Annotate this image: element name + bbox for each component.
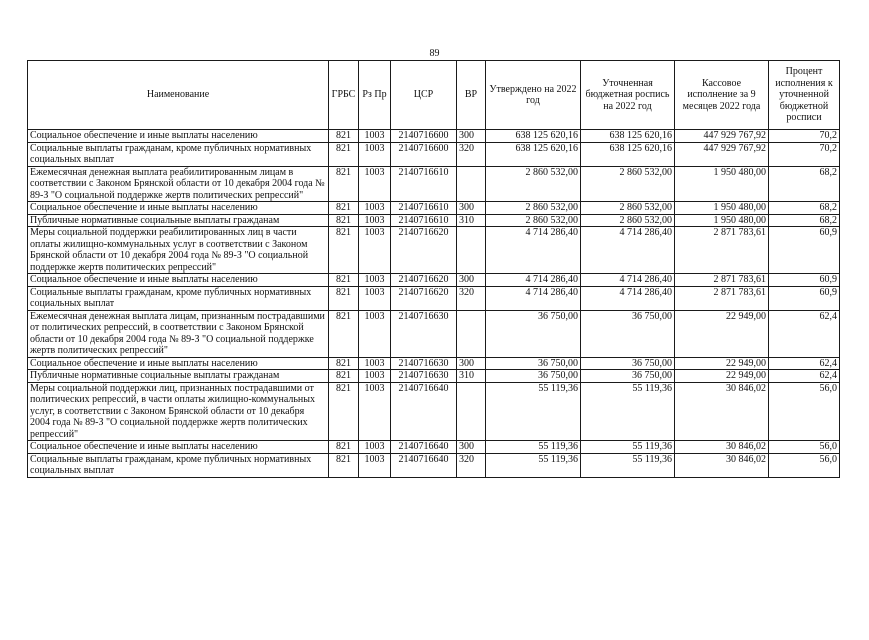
row-vr [457, 166, 486, 202]
row-grbs: 821 [329, 274, 359, 287]
row-execution-percent: 68,2 [769, 214, 840, 227]
row-grbs: 821 [329, 214, 359, 227]
table-row [28, 130, 840, 143]
row-execution-percent: 70,2 [769, 130, 840, 143]
row-csr: 2140716610 [391, 202, 457, 215]
row-csr: 2140716630 [391, 370, 457, 383]
row-csr: 2140716620 [391, 227, 457, 274]
row-vr [457, 382, 486, 441]
row-csr: 2140716600 [391, 142, 457, 166]
row-csr: 2140716600 [391, 130, 457, 143]
row-approved: 2 860 532,00 [486, 214, 581, 227]
row-approved: 55 119,36 [486, 382, 581, 441]
header-refined-budget: Уточненная бюджетная роспись на 2022 год [581, 61, 675, 130]
row-vr: 320 [457, 286, 486, 310]
table-row [28, 441, 840, 454]
budget-execution-table [27, 60, 840, 478]
table-row [28, 214, 840, 227]
row-grbs: 821 [329, 202, 359, 215]
row-refined-budget: 55 119,36 [581, 453, 675, 477]
table-row [28, 453, 840, 477]
row-name: Ежемесячная денежная выплата реабилитированным лицам в соответствии с Законом Брянской области от 10 декабря 2004 года № 89-З "О социальной поддержке жертв политических репрессий" [28, 166, 329, 202]
row-grbs: 821 [329, 382, 359, 441]
row-csr: 2140716640 [391, 453, 457, 477]
row-grbs: 821 [329, 370, 359, 383]
row-cash-execution: 22 949,00 [675, 310, 769, 357]
row-execution-percent: 68,2 [769, 202, 840, 215]
row-name: Меры социальной поддержки реабилитированных лиц в части оплаты жилищно-коммунальных услуг в соответствии с Законом Брянской области от 10 декабря 2004 года № 89-З "О социальной поддержке жертв политических репрессий" [28, 227, 329, 274]
row-cash-execution: 2 871 783,61 [675, 227, 769, 274]
row-execution-percent: 56,0 [769, 453, 840, 477]
row-rz-pr: 1003 [359, 310, 391, 357]
row-refined-budget: 36 750,00 [581, 310, 675, 357]
row-refined-budget: 2 860 532,00 [581, 202, 675, 215]
row-csr: 2140716630 [391, 357, 457, 370]
row-rz-pr: 1003 [359, 382, 391, 441]
row-vr: 320 [457, 142, 486, 166]
row-cash-execution: 2 871 783,61 [675, 286, 769, 310]
row-grbs: 821 [329, 453, 359, 477]
header-cash-execution: Кассовое исполнение за 9 месяцев 2022 года [675, 61, 769, 130]
row-name: Социальное обеспечение и иные выплаты населению [28, 441, 329, 454]
table-row [28, 310, 840, 357]
row-execution-percent: 68,2 [769, 166, 840, 202]
row-vr: 300 [457, 357, 486, 370]
row-grbs: 821 [329, 357, 359, 370]
row-rz-pr: 1003 [359, 202, 391, 215]
row-vr: 310 [457, 214, 486, 227]
row-vr: 310 [457, 370, 486, 383]
row-rz-pr: 1003 [359, 370, 391, 383]
row-name: Социальное обеспечение и иные выплаты населению [28, 357, 329, 370]
row-refined-budget: 55 119,36 [581, 382, 675, 441]
table-body [28, 130, 840, 478]
row-execution-percent: 60,9 [769, 274, 840, 287]
row-cash-execution: 30 846,02 [675, 382, 769, 441]
row-vr: 300 [457, 274, 486, 287]
row-refined-budget: 638 125 620,16 [581, 130, 675, 143]
row-name: Социальное обеспечение и иные выплаты населению [28, 274, 329, 287]
row-name: Меры социальной поддержки лиц, признанных пострадавшими от политических репрессий, в части оплаты жилищно-коммунальных услуг, в соответствии с Законом Брянской области от 10 декабря 2004 года № 89-З "О социальной поддержке жертв политических репрессий" [28, 382, 329, 441]
row-grbs: 821 [329, 310, 359, 357]
row-csr: 2140716610 [391, 214, 457, 227]
row-vr [457, 227, 486, 274]
row-refined-budget: 36 750,00 [581, 370, 675, 383]
page-number: 89 [429, 48, 440, 59]
row-cash-execution: 447 929 767,92 [675, 142, 769, 166]
row-vr: 320 [457, 453, 486, 477]
row-grbs: 821 [329, 286, 359, 310]
row-refined-budget: 4 714 286,40 [581, 274, 675, 287]
table-row [28, 202, 840, 215]
row-rz-pr: 1003 [359, 227, 391, 274]
row-approved: 2 860 532,00 [486, 202, 581, 215]
row-execution-percent: 62,4 [769, 310, 840, 357]
row-refined-budget: 2 860 532,00 [581, 166, 675, 202]
row-approved: 2 860 532,00 [486, 166, 581, 202]
row-vr: 300 [457, 202, 486, 215]
row-approved: 55 119,36 [486, 441, 581, 454]
row-csr: 2140716610 [391, 166, 457, 202]
row-execution-percent: 60,9 [769, 227, 840, 274]
table-row [28, 286, 840, 310]
row-grbs: 821 [329, 130, 359, 143]
row-vr [457, 310, 486, 357]
row-cash-execution: 22 949,00 [675, 370, 769, 383]
row-cash-execution: 30 846,02 [675, 453, 769, 477]
row-approved: 55 119,36 [486, 453, 581, 477]
row-grbs: 821 [329, 227, 359, 274]
header-rz-pr: Рз Пр [359, 61, 391, 130]
row-rz-pr: 1003 [359, 214, 391, 227]
row-approved: 4 714 286,40 [486, 227, 581, 274]
header-execution-percent: Процент исполнения к уточненной бюджетной росписи [769, 61, 840, 130]
row-approved: 36 750,00 [486, 370, 581, 383]
header-approved: Утверждено на 2022 год [486, 61, 581, 130]
row-approved: 638 125 620,16 [486, 142, 581, 166]
row-refined-budget: 2 860 532,00 [581, 214, 675, 227]
header-grbs: ГРБС [329, 61, 359, 130]
row-name: Ежемесячная денежная выплата лицам, признанным пострадавшими от политических репрессий, в соответствии с Законом Брянской области от 10 декабря 2004 года № 89-З "О социальной поддержке жертв политических репрессий" [28, 310, 329, 357]
row-grbs: 821 [329, 166, 359, 202]
row-grbs: 821 [329, 142, 359, 166]
row-execution-percent: 70,2 [769, 142, 840, 166]
row-execution-percent: 56,0 [769, 441, 840, 454]
row-approved: 638 125 620,16 [486, 130, 581, 143]
row-name: Публичные нормативные социальные выплаты гражданам [28, 214, 329, 227]
row-cash-execution: 1 950 480,00 [675, 202, 769, 215]
row-name: Социальные выплаты гражданам, кроме публичных нормативных социальных выплат [28, 453, 329, 477]
table-row [28, 357, 840, 370]
header-csr: ЦСР [391, 61, 457, 130]
row-execution-percent: 60,9 [769, 286, 840, 310]
table-row [28, 382, 840, 441]
table-header-row [28, 61, 840, 130]
row-grbs: 821 [329, 441, 359, 454]
row-rz-pr: 1003 [359, 286, 391, 310]
row-cash-execution: 447 929 767,92 [675, 130, 769, 143]
table-row [28, 227, 840, 274]
row-name: Социальное обеспечение и иные выплаты населению [28, 202, 329, 215]
header-vr: ВР [457, 61, 486, 130]
row-vr: 300 [457, 441, 486, 454]
row-vr: 300 [457, 130, 486, 143]
row-execution-percent: 62,4 [769, 357, 840, 370]
row-csr: 2140716640 [391, 441, 457, 454]
row-refined-budget: 4 714 286,40 [581, 227, 675, 274]
row-refined-budget: 36 750,00 [581, 357, 675, 370]
row-cash-execution: 22 949,00 [675, 357, 769, 370]
row-csr: 2140716620 [391, 286, 457, 310]
row-csr: 2140716620 [391, 274, 457, 287]
row-cash-execution: 1 950 480,00 [675, 166, 769, 202]
row-csr: 2140716640 [391, 382, 457, 441]
row-cash-execution: 30 846,02 [675, 441, 769, 454]
row-rz-pr: 1003 [359, 357, 391, 370]
row-refined-budget: 638 125 620,16 [581, 142, 675, 166]
row-approved: 4 714 286,40 [486, 274, 581, 287]
row-refined-budget: 4 714 286,40 [581, 286, 675, 310]
row-rz-pr: 1003 [359, 166, 391, 202]
row-rz-pr: 1003 [359, 453, 391, 477]
header-name: Наименование [28, 61, 329, 130]
row-execution-percent: 56,0 [769, 382, 840, 441]
row-name: Социальные выплаты гражданам, кроме публичных нормативных социальных выплат [28, 142, 329, 166]
row-csr: 2140716630 [391, 310, 457, 357]
table-row [28, 166, 840, 202]
row-rz-pr: 1003 [359, 142, 391, 166]
row-approved: 36 750,00 [486, 310, 581, 357]
table-row [28, 142, 840, 166]
table-row [28, 370, 840, 383]
row-rz-pr: 1003 [359, 130, 391, 143]
row-refined-budget: 55 119,36 [581, 441, 675, 454]
row-rz-pr: 1003 [359, 274, 391, 287]
row-name: Социальные выплаты гражданам, кроме публичных нормативных социальных выплат [28, 286, 329, 310]
row-cash-execution: 1 950 480,00 [675, 214, 769, 227]
row-cash-execution: 2 871 783,61 [675, 274, 769, 287]
row-approved: 36 750,00 [486, 357, 581, 370]
table-row [28, 274, 840, 287]
row-name: Публичные нормативные социальные выплаты гражданам [28, 370, 329, 383]
row-approved: 4 714 286,40 [486, 286, 581, 310]
row-rz-pr: 1003 [359, 441, 391, 454]
row-name: Социальное обеспечение и иные выплаты населению [28, 130, 329, 143]
row-execution-percent: 62,4 [769, 370, 840, 383]
